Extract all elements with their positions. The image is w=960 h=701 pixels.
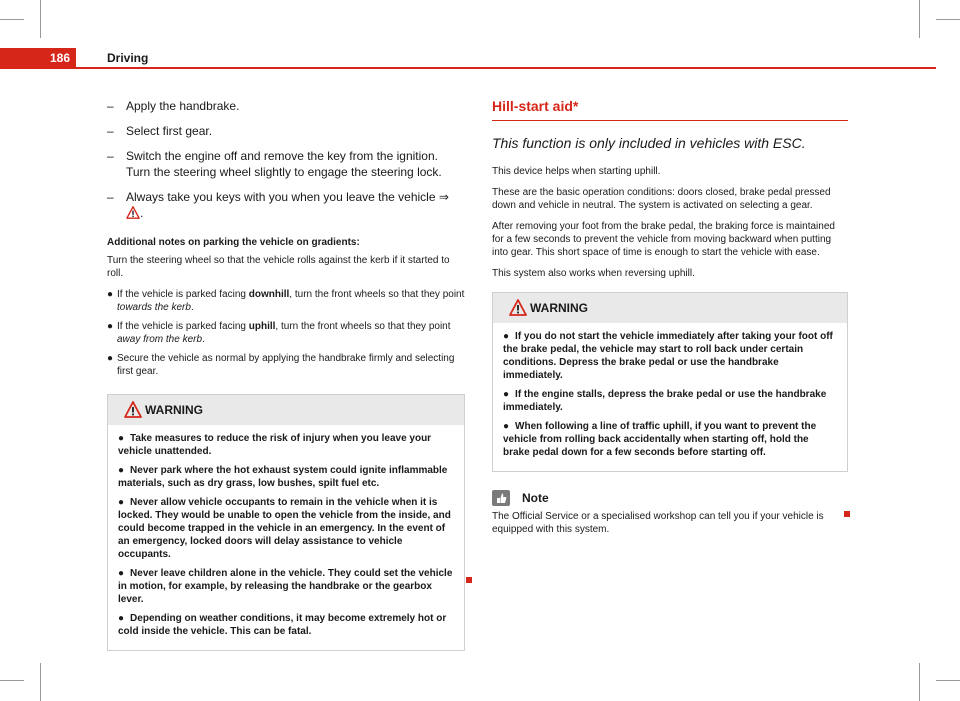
- list-item: ● If you do not start the vehicle immediately after taking your foot off the brake pedal, the vehicle may start to roll back under certain conditions. Depress the brake pedal or use the handbrake immediately.: [503, 331, 833, 381]
- warning-body: [108, 425, 464, 650]
- section-subtitle: This function is only included in vehicles with ESC.: [492, 135, 806, 151]
- note-icon: [492, 490, 510, 506]
- paragraph: These are the basic operation conditions: doors closed, brake pedal pressed down and vehicle in neutral. The system is activated on selecting a gear.: [492, 187, 831, 211]
- warning-icon: [124, 401, 142, 418]
- paragraph: This system also works when reversing uphill.: [492, 268, 695, 279]
- warning-body: [493, 323, 847, 471]
- parking-steps: [107, 98, 465, 223]
- list-item: – Switch the engine off and remove the key from the ignition. Turn the steering wheel slightly to engage the steering lock.: [107, 149, 442, 179]
- list-item: – Always take you keys with you when you leave the vehicle ⇒ .: [107, 189, 465, 223]
- note-title: Note: [522, 491, 549, 505]
- right-column: [492, 98, 848, 544]
- header-rule: [0, 67, 936, 69]
- crop-mark: [0, 680, 24, 681]
- list-item: ● If the engine stalls, depress the brake pedal or use the handbrake immediately.: [503, 389, 827, 413]
- notes-heading: Additional notes on parking the vehicle on gradients:: [107, 237, 360, 248]
- note-header: [492, 490, 848, 506]
- list-item: – Select first gear.: [107, 124, 213, 138]
- notes-intro: Turn the steering wheel so that the vehicle rolls against the kerb if it started to roll.: [107, 255, 450, 279]
- warning-title: WARNING: [530, 301, 588, 315]
- list-item: ● If the vehicle is parked facing downhill, turn the front wheels so that they point towards the kerb.: [107, 289, 465, 313]
- warning-title: WARNING: [145, 403, 203, 417]
- warning-reference-icon[interactable]: [126, 206, 140, 223]
- warning-box: [492, 292, 848, 472]
- left-column: [107, 98, 465, 651]
- section-title: Driving: [107, 51, 149, 65]
- list-item: ● If the vehicle is parked facing uphill, turn the front wheels so that they point away from the kerb.: [107, 321, 451, 345]
- list-item: ● Take measures to reduce the risk of injury when you leave your vehicle unattended.: [118, 433, 432, 457]
- end-of-section-mark: [466, 577, 472, 583]
- warning-box: [107, 394, 465, 651]
- warning-header: [493, 293, 847, 323]
- list-item: ● Never leave children alone in the vehicle. They could set the vehicle in motion, for example, by releasing the handbrake or the gearbox lever.: [118, 568, 453, 605]
- list-item: ● Never allow vehicle occupants to remain in the vehicle when it is locked. They would be unable to open the vehicle from the inside, and could become trapped in the vehicle in an emergency. In the event of an emergency, locked doors will delay assistance to vehicle occupants.: [118, 497, 451, 560]
- crop-mark: [40, 663, 41, 701]
- list-item: ● Depending on weather conditions, it may become extremely hot or cold inside the vehicle. This can be fatal.: [118, 613, 447, 637]
- section-heading: Hill-start aid*: [492, 98, 848, 121]
- list-item: ● When following a line of traffic uphill, if you want to prevent the vehicle from rolling back accidentally when starting off, hold the brake pedal down for a few seconds before starting off.: [503, 421, 817, 458]
- crop-mark: [936, 19, 960, 20]
- paragraph: After removing your foot from the brake pedal, the braking force is maintained for a few seconds to prevent the vehicle from moving backward when putting into gear. This short space of time is enough to start the vehicle with ease.: [492, 221, 835, 258]
- crop-mark: [919, 0, 920, 38]
- crop-mark: [919, 663, 920, 701]
- list-item: ● Never park where the hot exhaust system could ignite inflammable materials, such as dry grass, low bushes, spilt fuel etc.: [118, 465, 448, 489]
- paragraph: This device helps when starting uphill.: [492, 166, 661, 177]
- page-number: 186: [0, 48, 76, 69]
- crop-mark: [0, 19, 24, 20]
- list-item: ● Secure the vehicle as normal by applying the handbrake firmly and selecting first gear.: [107, 353, 455, 377]
- end-of-section-mark: [844, 511, 850, 517]
- warning-header: [108, 395, 464, 425]
- warning-icon: [509, 299, 527, 316]
- crop-mark: [40, 0, 41, 38]
- crop-mark: [936, 680, 960, 681]
- list-item: – Apply the handbrake.: [107, 99, 240, 113]
- note-text: The Official Service or a specialised workshop can tell you if your vehicle is equipped with this system.: [492, 511, 824, 535]
